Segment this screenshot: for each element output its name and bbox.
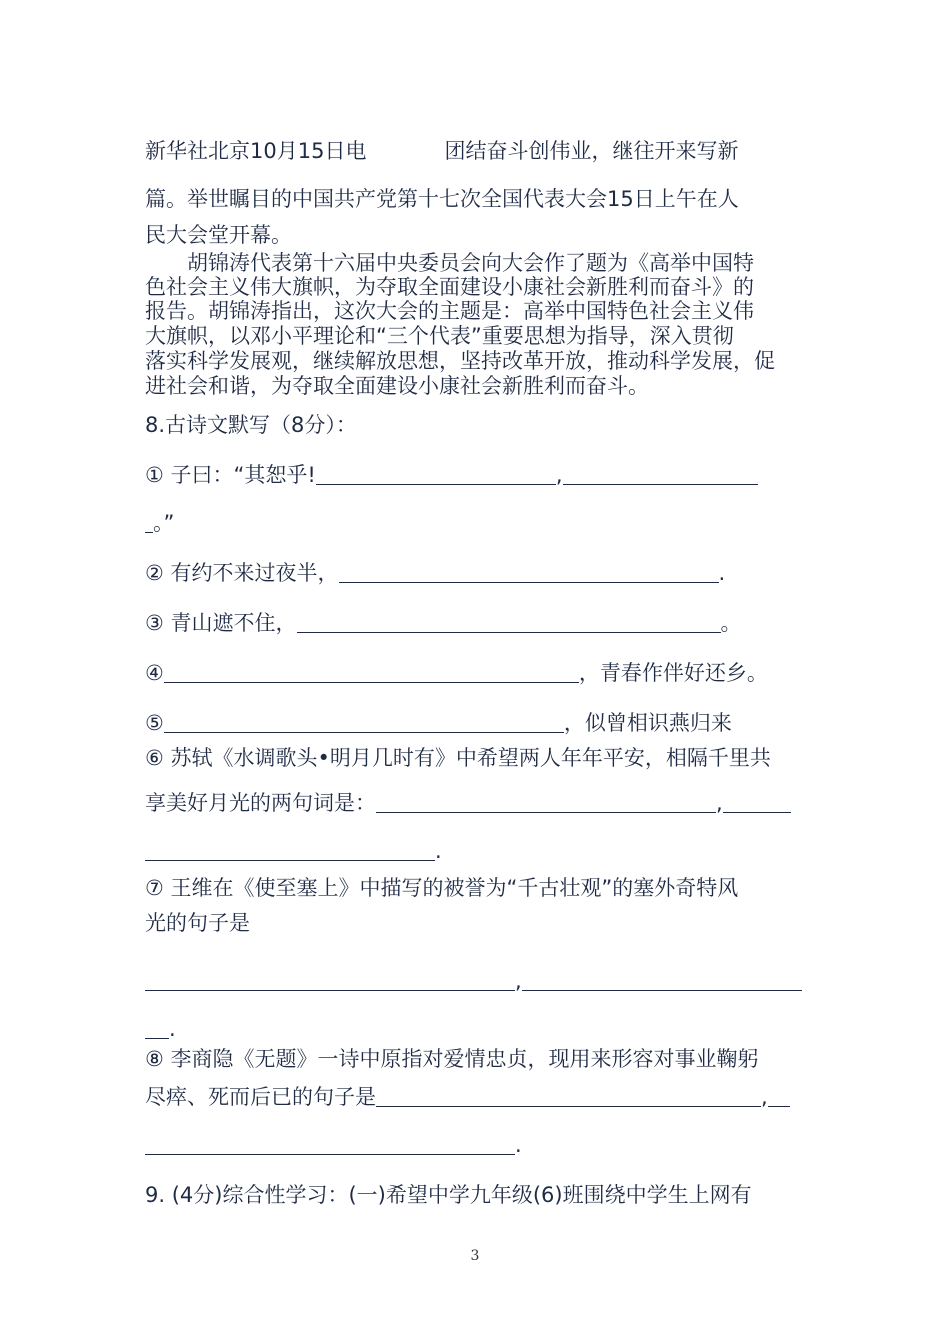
q8-item-7-line-1: ⑦ 王维在《使至塞上》中描写的被誉为“千古壮观”的塞外奇特风 xyxy=(145,876,739,900)
q8-item-6-line-2 xyxy=(145,790,810,816)
answer-blank[interactable] xyxy=(768,1086,790,1107)
answer-blank[interactable] xyxy=(723,792,791,813)
comma: , xyxy=(515,969,522,993)
period: . xyxy=(718,561,726,585)
q8-item-4-text: ，青春作伴好还乡。 xyxy=(578,661,768,685)
answer-blank[interactable] xyxy=(376,1086,761,1107)
answer-blank[interactable] xyxy=(145,840,435,861)
q8-item-2-text: ② 有约不来过夜半， xyxy=(145,561,339,585)
q8-item-8-text: 尽瘁、死而后已的句子是 xyxy=(145,1085,376,1109)
q8-item-7-line-3 xyxy=(145,968,810,994)
news-paragraph-line: 胡锦涛代表第十六届中央委员会向大会作了题为《高举中国特 xyxy=(187,251,754,275)
q8-item-8-line-3 xyxy=(145,1132,810,1158)
question-8-heading: 8.古诗文默写（8分）： xyxy=(145,413,357,437)
dateline-right: 团结奋斗创伟业，继往开来写新 xyxy=(444,139,739,163)
q8-item-1-text: ① 子曰：“其恕乎! xyxy=(145,463,316,487)
answer-blank[interactable] xyxy=(316,464,556,485)
period: . xyxy=(169,1017,176,1041)
q8-item-6-line-3 xyxy=(145,838,810,864)
answer-blank[interactable] xyxy=(297,612,721,633)
q8-item-3 xyxy=(145,610,810,636)
answer-blank[interactable] xyxy=(145,1134,515,1155)
q8-item-2 xyxy=(145,560,810,586)
answer-blank[interactable] xyxy=(376,792,716,813)
q8-item-1-cont xyxy=(145,510,810,536)
q8-item-8-line-2 xyxy=(145,1084,810,1110)
q8-item-5 xyxy=(145,710,810,736)
news-paragraph-line: 落实科学发展观，继续解放思想，坚持改革开放，推动科学发展，促 xyxy=(145,349,775,373)
news-line: 篇。举世瞩目的中国共产党第十七次全国代表大会15日上午在人 xyxy=(145,187,739,211)
answer-blank[interactable] xyxy=(164,662,579,683)
answer-blank[interactable] xyxy=(339,562,719,583)
comma: , xyxy=(761,1085,768,1109)
q8-item-3-text: ③ 青山遮不住， xyxy=(145,611,297,635)
dateline-left: 新华社北京10月15日电 xyxy=(145,139,367,163)
q8-item-4-number: ④ xyxy=(145,661,164,685)
news-paragraph-line: 报告。胡锦涛指出，这次大会的主题是：高举中国特色社会主义伟 xyxy=(145,299,754,323)
period: 。 xyxy=(720,611,742,635)
q8-item-5-text: ，似曾相识燕归来 xyxy=(563,711,732,735)
news-paragraph-line: 大旗帜，以邓小平理论和“三个代表”重要思想为指导，深入贯彻 xyxy=(145,324,734,348)
comma: , xyxy=(555,463,563,487)
q8-item-6-line-1: ⑥ 苏轼《水调歌头•明月几时有》中希望两人年年平安，相隔千里共 xyxy=(145,746,771,770)
answer-blank[interactable] xyxy=(145,512,153,533)
answer-blank[interactable] xyxy=(145,1018,169,1039)
period: . xyxy=(515,1133,522,1157)
q8-item-1 xyxy=(145,462,810,488)
period: . xyxy=(435,839,442,863)
q8-item-7-line-2: 光的句子是 xyxy=(145,911,250,935)
answer-blank[interactable] xyxy=(522,970,802,991)
closing-quote: 。” xyxy=(153,511,175,535)
page-number: 3 xyxy=(470,1248,480,1264)
news-paragraph-line: 进社会和谐，为夺取全面建设小康社会新胜利而奋斗。 xyxy=(145,374,649,398)
answer-blank[interactable] xyxy=(164,712,564,733)
q8-item-5-number: ⑤ xyxy=(145,711,164,735)
question-9-heading: 9. (4分)综合性学习：(一)希望中学九年级(6)班围绕中学生上网有 xyxy=(145,1183,752,1207)
q8-item-6-text: 享美好月光的两句词是： xyxy=(145,791,376,815)
answer-blank[interactable] xyxy=(145,970,515,991)
news-line: 民大会堂开幕。 xyxy=(145,223,292,247)
q8-item-7-line-4 xyxy=(145,1016,810,1042)
q8-item-8-line-1: ⑧ 李商隐《无题》一诗中原指对爱情忠贞，现用来形容对事业鞠躬 xyxy=(145,1047,759,1071)
answer-blank[interactable] xyxy=(563,464,758,485)
q8-item-4 xyxy=(145,660,810,686)
comma: , xyxy=(716,791,723,815)
news-paragraph-line: 色社会主义伟大旗帜，为夺取全面建设小康社会新胜利而奋斗》的 xyxy=(145,275,754,299)
news-dateline xyxy=(145,138,810,164)
